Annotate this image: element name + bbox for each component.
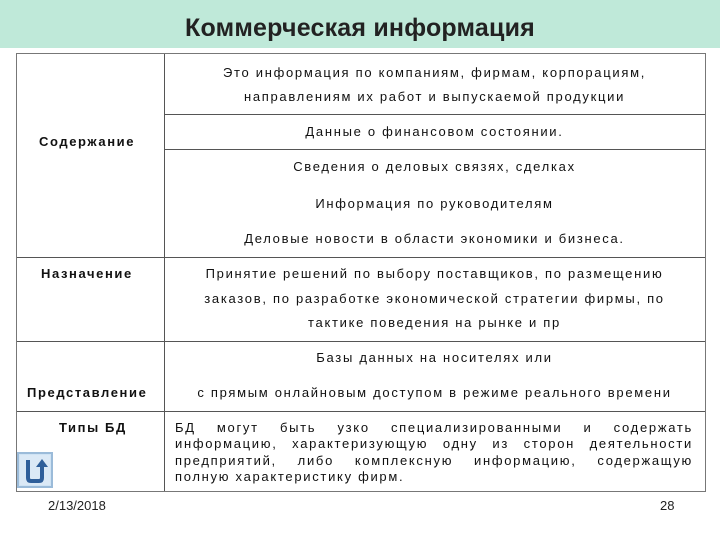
db-types-line: информацию, характеризующую одну из сторон деятельности	[175, 436, 693, 451]
content-item: Данные о финансовом состоянии.	[305, 124, 564, 139]
content-item: направлениям их работ и выпускаемой продукции	[243, 89, 626, 104]
sub-row-divider	[164, 149, 705, 150]
info-table	[16, 53, 706, 492]
return-button[interactable]	[17, 452, 53, 488]
row-divider	[17, 341, 705, 342]
row-label-purpose: Назначение	[41, 266, 133, 281]
purpose-line: Принятие решений по выбору поставщиков, по размещению	[205, 266, 664, 281]
slide-date: 2/13/2018	[48, 498, 106, 513]
presentation-line: Базы данных на носителях или	[316, 350, 553, 365]
presentation-line: с прямым онлайновым доступом в режиме реального времени	[197, 385, 672, 400]
purpose-line: тактике поведения на рынке и пр	[308, 315, 561, 330]
content-item: Это информация по компаниям, фирмам, корпорациям,	[222, 65, 647, 80]
row-label-content: Содержание	[39, 134, 136, 149]
row-label-db-types: Типы БД	[59, 420, 127, 435]
content-item: Сведения о деловых связях, сделках	[293, 159, 576, 174]
slide-title: Коммерческая информация	[185, 14, 535, 42]
purpose-line: заказов, по разработке экономической стратегии фирмы, по	[204, 291, 665, 306]
sub-row-divider	[164, 114, 705, 115]
row-label-presentation: Представление	[27, 385, 148, 400]
content-item: Информация по руководителям	[315, 196, 554, 211]
row-divider	[17, 257, 705, 258]
return-arrow-icon	[19, 454, 51, 486]
db-types-line: полную характеристику фирм.	[175, 469, 405, 484]
page-number: 28	[660, 498, 675, 513]
db-types-line: БД могут быть узко специализированными и содержать	[175, 420, 693, 435]
row-divider	[17, 411, 705, 412]
db-types-line: предприятий, либо комплексную информацию, содержащую	[175, 453, 693, 468]
content-item: Деловые новости в области экономики и бизнеса.	[244, 231, 625, 246]
